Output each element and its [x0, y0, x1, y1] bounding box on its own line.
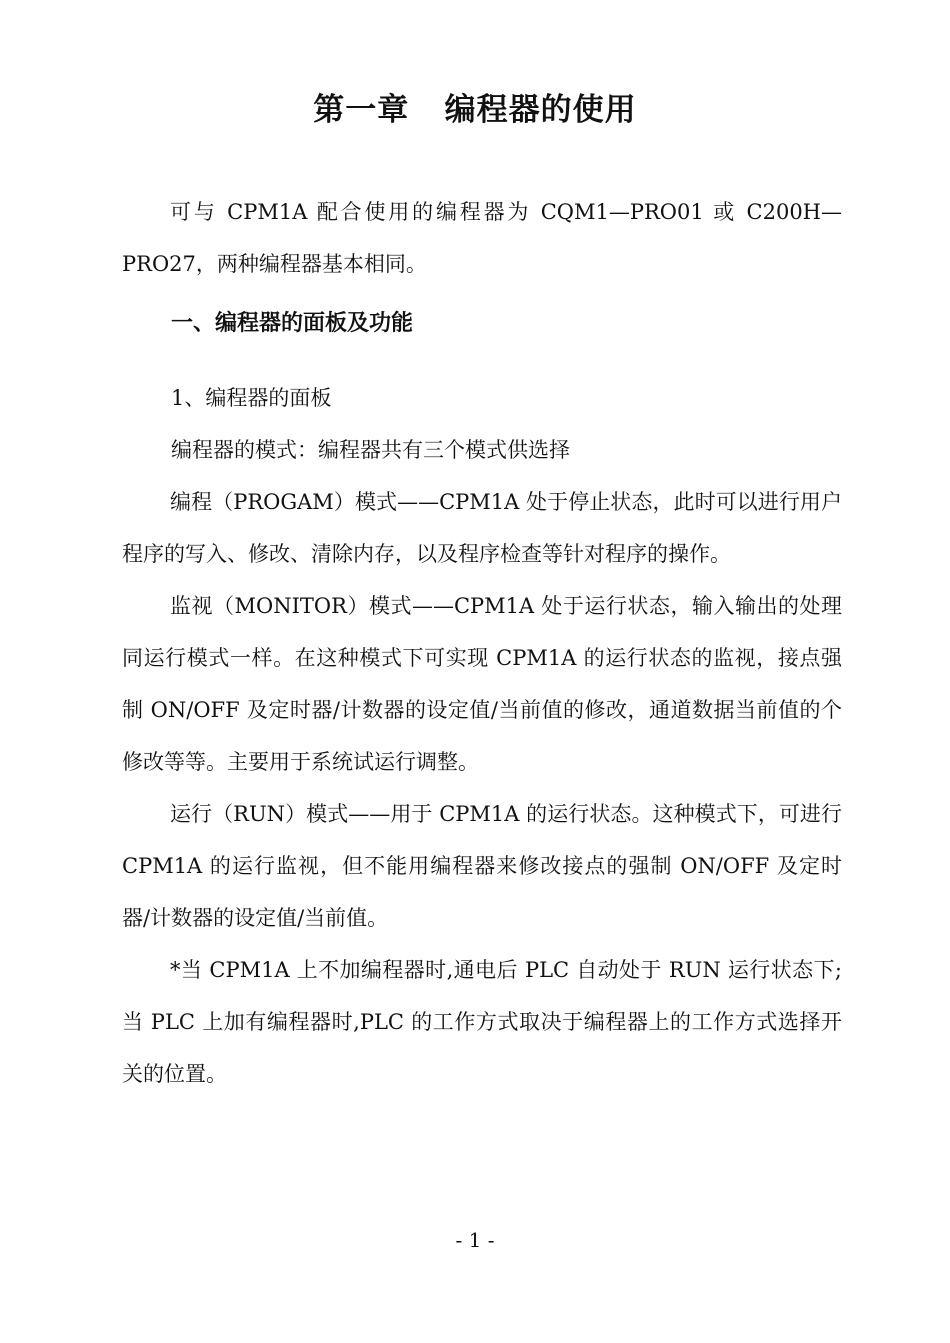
subsection-heading: 1、编程器的面板: [171, 386, 332, 410]
section-heading: 一、编程器的面板及功能: [171, 311, 414, 336]
page-title: 第一章 编程器的使用: [313, 92, 637, 128]
page-number: - 1 -: [455, 1228, 495, 1252]
modes-intro-paragraph: 编程器的模式：编程器共有三个模式供选择: [171, 438, 570, 462]
intro-paragraph: 可与 CPM1A 配合使用的编程器为 CQM1—PRO01 或 C200H—PRO27，两种编程器基本相同。: [122, 200, 842, 276]
monitor-mode-paragraph: 监视（MONITOR）模式——CPM1A 处于运行状态，输入输出的处理同运行模式一样。在这种模式下可实现 CPM1A 的运行状态的监视，接点强制 ON/OFF 及定时器/计数器的设定值/当前值的修改，通道数据当前值的个修改等等。主要用于系统试运行调整。: [122, 594, 842, 774]
run-mode-paragraph: 运行（RUN）模式——用于 CPM1A 的运行状态。这种模式下，可进行 CPM1A 的运行监视，但不能用编程器来修改接点的强制 ON/OFF 及定时器/计数器的设定值/当前值。: [122, 802, 842, 930]
program-mode-paragraph: 编程（PROGAM）模式——CPM1A 处于停止状态，此时可以进行用户程序的写入、修改、清除内存，以及程序检查等针对程序的操作。: [122, 490, 842, 566]
note-paragraph: *当 CPM1A 上不加编程器时,通电后 PLC 自动处于 RUN 运行状态下;当 PLC 上加有编程器时,PLC 的工作方式取决于编程器上的工作方式选择开关的位置。: [122, 958, 842, 1086]
